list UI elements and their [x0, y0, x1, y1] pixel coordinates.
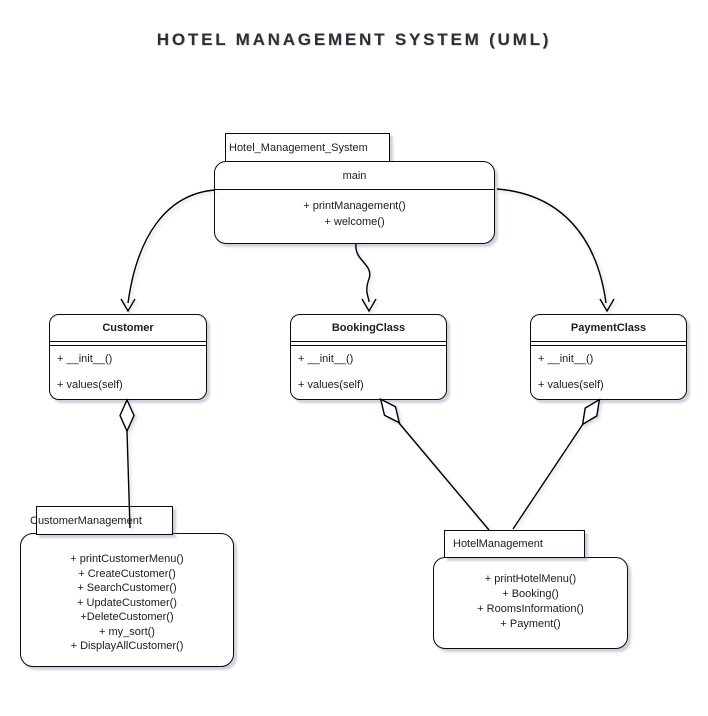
- method-label: +DeleteCustomer(): [80, 611, 174, 623]
- aggregation-diamond-paymentclass-icon: [583, 400, 600, 425]
- method-label: + values(self): [538, 379, 604, 391]
- arrowhead-bookingclass-icon: [362, 299, 376, 311]
- method-label: + CreateCustomer(): [78, 567, 176, 580]
- method-label: + Booking(): [502, 588, 559, 600]
- edge-bookingclass-to-hotelmanagement[interactable]: [399, 423, 489, 530]
- method-label: + __init__(): [57, 353, 113, 365]
- method-label: + welcome(): [324, 216, 385, 228]
- class-customer[interactable]: [49, 314, 207, 400]
- aggregation-diamond-customer-icon: [120, 400, 134, 431]
- method-label: + printCustomerMenu(): [70, 553, 184, 565]
- method-label: + SearchCustomer(): [77, 582, 177, 594]
- method-label: + my_sort(): [99, 625, 155, 638]
- package-hotelmanagement[interactable]: [433, 557, 628, 649]
- package-tab-label: CustomerManagement: [30, 514, 142, 527]
- class-name-paymentclass: PaymentClass: [531, 315, 686, 342]
- aggregation-diamond-bookingclass-icon: [381, 399, 400, 423]
- method-label: + printHotelMenu(): [484, 573, 577, 585]
- package-tab-customermanagement[interactable]: [30, 506, 173, 535]
- class-name-main: main: [215, 162, 494, 190]
- class-paymentclass[interactable]: [530, 314, 687, 400]
- method-label: + values(self): [57, 379, 123, 391]
- method-label: + DisplayAllCustomer(): [70, 640, 184, 652]
- arrowhead-customer-icon: [121, 299, 135, 311]
- package-tab-hotelmanagement[interactable]: [444, 530, 585, 558]
- method-label: + __init__(): [538, 353, 594, 365]
- method-label: + RoomsInformation(): [477, 603, 584, 615]
- arrowhead-paymentclass-icon: [600, 299, 614, 311]
- package-tab-hotel-management-system[interactable]: [225, 133, 390, 163]
- class-bookingclass[interactable]: [290, 314, 447, 400]
- method-label: + __init__(): [298, 353, 354, 365]
- method-label: + Payment(): [500, 618, 561, 630]
- class-name-bookingclass: BookingClass: [291, 315, 446, 342]
- class-main[interactable]: [214, 161, 495, 244]
- edge-paymentclass-to-hotelmanagement[interactable]: [513, 424, 583, 529]
- edge-main-to-bookingclass[interactable]: [356, 244, 370, 302]
- package-customermanagement[interactable]: [20, 533, 234, 667]
- class-name-customer: Customer: [50, 315, 206, 342]
- method-label: + printManagement(): [303, 200, 406, 212]
- package-tab-label: HotelManagement: [453, 538, 543, 550]
- method-label: + UpdateCustomer(): [77, 596, 177, 609]
- method-label: + values(self): [298, 379, 364, 391]
- package-tab-label: Hotel_Management_System: [229, 142, 368, 154]
- edge-main-to-customer[interactable]: [128, 190, 215, 303]
- edge-main-to-paymentclass[interactable]: [497, 189, 606, 303]
- diagram-title: HOTEL MANAGEMENT SYSTEM (UML): [156, 30, 552, 49]
